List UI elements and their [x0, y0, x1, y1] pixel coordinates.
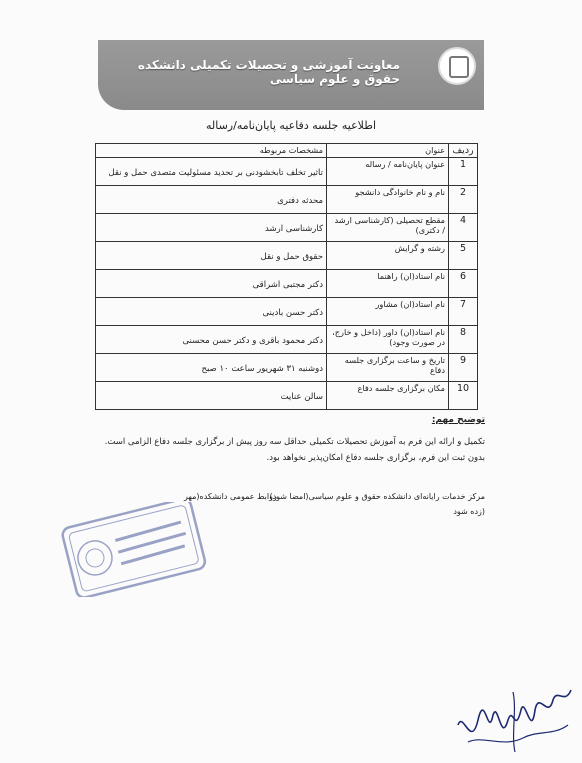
row-idx: 10	[449, 382, 478, 410]
table-row	[96, 382, 478, 410]
university-logo-icon	[438, 47, 476, 85]
table-row	[96, 242, 478, 270]
notes-heading: توضیح مهم:	[431, 415, 485, 425]
page-title: معاونت آموزشی و تحصیلات تکمیلی دانشکده حقوق و علوم سیاسی	[137, 58, 400, 86]
header-value: مشخصات مربوطه	[96, 144, 327, 158]
row-value: دکتر محمود باقری و دکتر حسن محسنی	[182, 336, 323, 346]
row-title: نام استاد(ان) داور (داخل و خارج، در صورت وجود)	[327, 326, 449, 354]
stamp-icon	[60, 502, 210, 597]
row-value: دکتر مجتبی اشراقی	[252, 280, 323, 290]
table-row	[96, 214, 478, 242]
row-value: سالن عنایت	[280, 392, 323, 402]
header-banner	[98, 40, 484, 110]
note-line-2: بدون ثبت این فرم، برگزاری جلسه دفاع امکان‌پذیر نخواهد بود.	[266, 453, 485, 463]
table-header-row	[96, 144, 478, 158]
row-title: مقطع تحصیلی (کارشناسی ارشد / دکتری)	[327, 214, 449, 242]
row-idx: 1	[449, 158, 478, 186]
table-row	[96, 326, 478, 354]
table-row	[96, 158, 478, 186]
row-title: تاریخ و ساعت برگزاری جلسه دفاع	[327, 354, 449, 382]
footer-public-relations: روابط عمومی دانشکده(مهر	[184, 492, 277, 501]
row-title: رشته و گرایش	[327, 242, 449, 270]
table-row	[96, 298, 478, 326]
signature-icon	[453, 680, 578, 760]
header-title: عنوان	[327, 144, 449, 158]
row-idx: 9	[449, 354, 478, 382]
row-idx: 4	[449, 214, 478, 242]
table-row	[96, 186, 478, 214]
row-value: تاثیر تخلف تابخشودنی بر تحدید مسئولیت متصدی حمل و نقل	[108, 168, 323, 178]
table-row	[96, 270, 478, 298]
table-row	[96, 354, 478, 382]
row-title: نام استاد(ان) مشاور	[327, 298, 449, 326]
form-subtitle: اطلاعیه جلسه دفاعیه پایان‌نامه/رساله	[205, 119, 377, 132]
row-value: کارشناسی ارشد	[265, 224, 323, 234]
note-line-1: تکمیل و ارائه این فرم به آموزش تحصیلات تکمیلی حداقل سه روز پیش از برگزاری جلسه دفاع الزامی است.	[104, 437, 485, 447]
row-value: محدثه دفتری	[277, 196, 323, 206]
header-idx: ردیف	[449, 144, 478, 158]
row-value: دکتر حسن بادینی	[262, 308, 323, 318]
row-title: مکان برگزاری جلسه دفاع	[327, 382, 449, 410]
row-value: حقوق حمل و نقل	[260, 252, 323, 262]
row-title: نام و نام خانوادگی دانشجو	[327, 186, 449, 214]
footer-computer-center-cont: (زده شود	[453, 507, 485, 516]
row-idx: 5	[449, 242, 478, 270]
row-value: دوشنبه ۳۱ شهریور ساعت ۱۰ صبح	[201, 364, 323, 374]
row-idx: 7	[449, 298, 478, 326]
defense-info-table	[95, 143, 478, 410]
row-title: نام استاد(ان) راهنما	[327, 270, 449, 298]
row-idx: 8	[449, 326, 478, 354]
footer-computer-center: مرکز خدمات رایانه‌ای دانشکده حقوق و علوم سیاسی(امضا شود)	[269, 492, 485, 501]
row-idx: 6	[449, 270, 478, 298]
row-title: عنوان پایان‌نامه / رساله	[327, 158, 449, 186]
row-idx: 2	[449, 186, 478, 214]
